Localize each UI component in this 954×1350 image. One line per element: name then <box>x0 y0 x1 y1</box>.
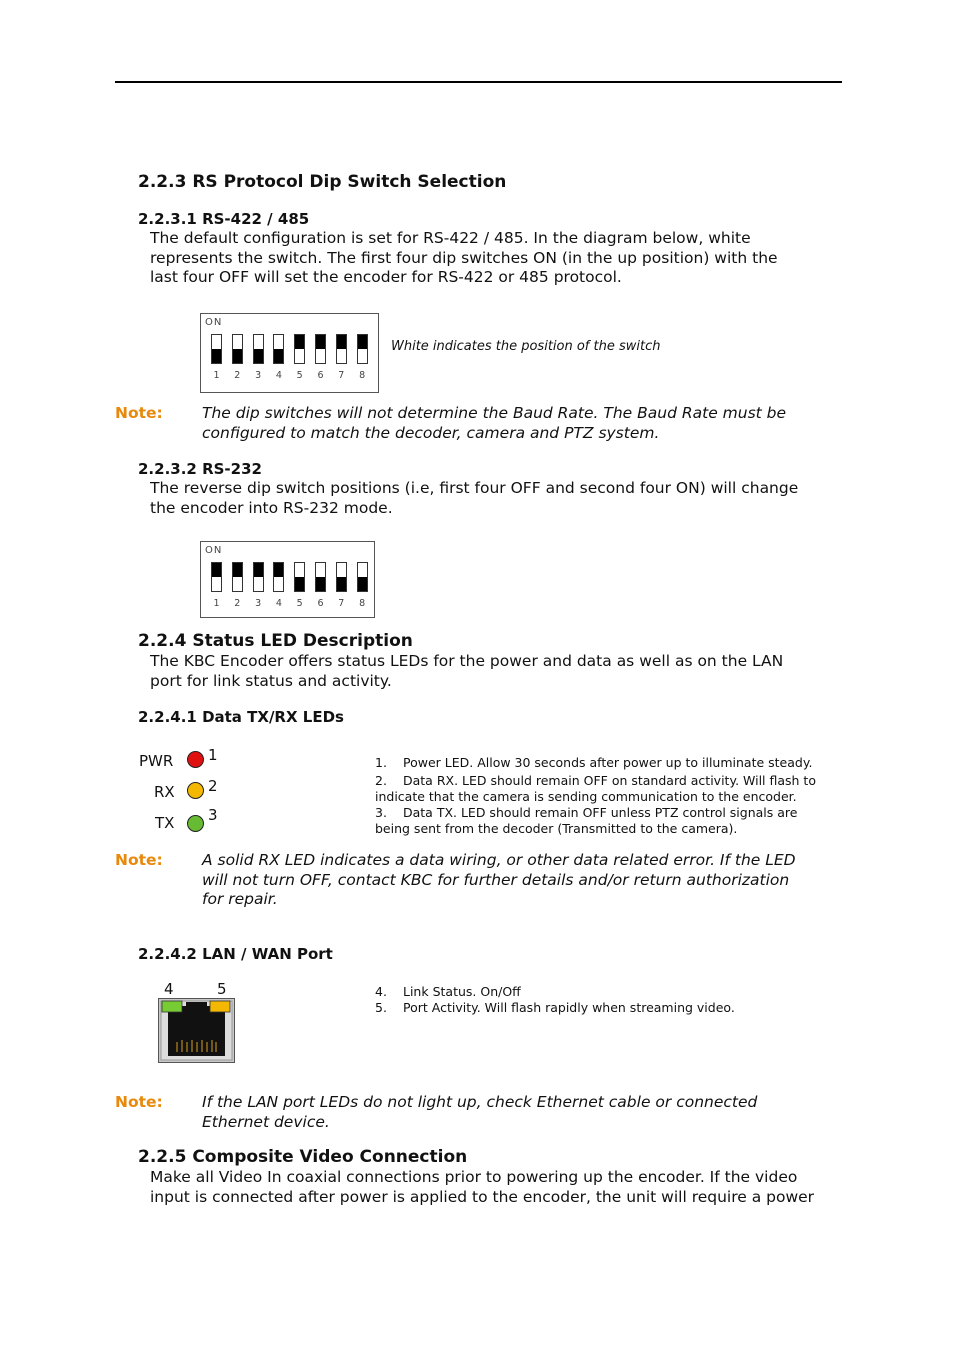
pwr-led-icon <box>187 751 204 768</box>
dip-switch-3 <box>253 334 264 364</box>
list-item: 5. Port Activity. Will flash rapidly when streaming video. <box>375 1000 735 1015</box>
subsection-title-data-leds: 2.2.4.1 Data TX/RX LEDs <box>138 708 344 726</box>
dip-switch-2 <box>232 562 243 592</box>
dip-switch-lever <box>358 577 367 591</box>
port-led-number: 4 <box>164 980 174 998</box>
dip-switch-lever <box>233 349 242 363</box>
led-number: 3 <box>208 806 218 824</box>
led-number: 1 <box>208 746 218 764</box>
led-label-tx: TX <box>155 814 175 832</box>
status-led-paragraph: The KBC Encoder offers status LEDs for the power and data as well as on the LAN port for link status and activity. <box>150 652 784 690</box>
note-baud-rate: The dip switches will not determine the Baud Rate. The Baud Rate must be configured to match the decoder, camera and PTZ system. <box>202 404 787 442</box>
dip-switch-number: 2 <box>234 370 241 381</box>
dip-switch-1 <box>211 334 222 364</box>
subsection-title-lan-port: 2.2.4.2 LAN / WAN Port <box>138 945 333 963</box>
dip-switch-number: 2 <box>234 598 241 609</box>
led-label-pwr: PWR <box>139 752 174 770</box>
dip-switch-lever <box>316 335 325 349</box>
dip-switch-lever <box>254 349 263 363</box>
dip-switch-lever <box>295 577 304 591</box>
dip-switch-8 <box>357 562 368 592</box>
dip-switch-3 <box>253 562 264 592</box>
dip-switch-7 <box>336 562 347 592</box>
dip-switch-number: 1 <box>213 598 220 609</box>
section-title-2-2-5: 2.2.5 Composite Video Connection <box>138 1147 468 1167</box>
dip-switch-rs232 <box>200 541 375 618</box>
note-lan-leds: If the LAN port LEDs do not light up, check Ethernet cable or connected Ethernet device. <box>202 1093 758 1131</box>
header-rule <box>115 81 842 83</box>
note-label: Note: <box>115 404 163 422</box>
dip-switch-number: 3 <box>255 598 262 609</box>
port-description-list <box>375 984 845 1016</box>
port-led-number: 5 <box>217 980 227 998</box>
composite-video-paragraph: Make all Video In coaxial connections prior to powering up the encoder. If the video input is connected after power is applied to the encoder, the unit will require a power <box>150 1168 815 1206</box>
dip-switch-number: 8 <box>359 370 366 381</box>
dip-switch-number: 7 <box>338 598 345 609</box>
led-description-list: 1. Power LED. Allow 30 seconds after power up to illuminate steady. 2. Data RX. LED should remain OFF on standard activity. Will flash to indicate that the camera is sending communication to the encoder. 3. Data TX. LED should remain OFF unless PTZ control signals are being sent from the decoder (Transmitted to the camera). <box>375 755 845 837</box>
note-rx-led: A solid RX LED indicates a data wiring, or other data related error. If the LED will not turn OFF, contact KBC for further details and/or return authorization for repair. <box>202 851 796 909</box>
list-item: 4. Link Status. On/Off <box>375 984 521 999</box>
dip-switch-2 <box>232 334 243 364</box>
subsection-title-rs232: 2.2.3.2 RS-232 <box>138 460 262 478</box>
dip-switch-number: 4 <box>275 370 282 381</box>
dip-caption: White indicates the position of the switch <box>391 339 661 354</box>
ethernet-port-icon <box>158 998 235 1063</box>
rs422-paragraph: The default configuration is set for RS-422 / 485. In the diagram below, white represents the switch. The first four dip switches ON (in the up position) with the last four OFF will set the encoder for RS-422 or 485 protocol. <box>150 229 778 287</box>
list-item: 1. Power LED. Allow 30 seconds after power up to illuminate steady. <box>375 755 813 770</box>
list-item: 2. Data RX. LED should remain OFF on standard activity. Will flash to <box>375 773 816 788</box>
dip-switch-8 <box>357 334 368 364</box>
dip-switch-number: 6 <box>317 370 324 381</box>
dip-switch-lever <box>358 335 367 349</box>
rs232-paragraph: The reverse dip switch positions (i.e, first four OFF and second four ON) will change the encoder into RS-232 mode. <box>150 479 799 517</box>
note-label: Note: <box>115 1093 163 1111</box>
rx-led-icon <box>187 782 204 799</box>
dip-switch-number: 1 <box>213 370 220 381</box>
dip-switch-number: 3 <box>255 370 262 381</box>
dip-switch-number: 5 <box>296 370 303 381</box>
dip-switch-1 <box>211 562 222 592</box>
note-label: Note: <box>115 851 163 869</box>
section-title-2-2-4: 2.2.4 Status LED Description <box>138 631 413 651</box>
dip-switch-lever <box>274 349 283 363</box>
dip-switch-lever <box>212 349 221 363</box>
dip-switch-4 <box>273 562 284 592</box>
dip-switch-lever <box>212 563 221 577</box>
led-label-rx: RX <box>154 783 175 801</box>
section-title-2-2-3: 2.2.3 RS Protocol Dip Switch Selection <box>138 172 507 192</box>
dip-switch-7 <box>336 334 347 364</box>
dip-switch-6 <box>315 562 326 592</box>
dip-switch-number: 5 <box>296 598 303 609</box>
dip-switch-number: 7 <box>338 370 345 381</box>
dip-switch-5 <box>294 334 305 364</box>
dip-on-label: ON <box>205 317 223 328</box>
dip-switch-5 <box>294 562 305 592</box>
dip-switch-lever <box>337 577 346 591</box>
dip-switch-6 <box>315 334 326 364</box>
dip-switch-lever <box>254 563 263 577</box>
dip-switch-lever <box>274 563 283 577</box>
dip-switch-lever <box>337 335 346 349</box>
dip-switch-lever <box>233 563 242 577</box>
dip-switch-4 <box>273 334 284 364</box>
dip-switch-number: 4 <box>275 598 282 609</box>
list-item: 3. Data TX. LED should remain OFF unless PTZ control signals are <box>375 805 798 820</box>
dip-switch-number: 6 <box>317 598 324 609</box>
dip-switch-number: 8 <box>359 598 366 609</box>
dip-switch-rs422 <box>200 313 379 393</box>
subsection-title-rs422: 2.2.3.1 RS-422 / 485 <box>138 210 310 228</box>
dip-switch-lever <box>295 335 304 349</box>
tx-led-icon <box>187 815 204 832</box>
dip-switch-lever <box>316 577 325 591</box>
dip-on-label: ON <box>205 545 223 556</box>
led-number: 2 <box>208 777 218 795</box>
